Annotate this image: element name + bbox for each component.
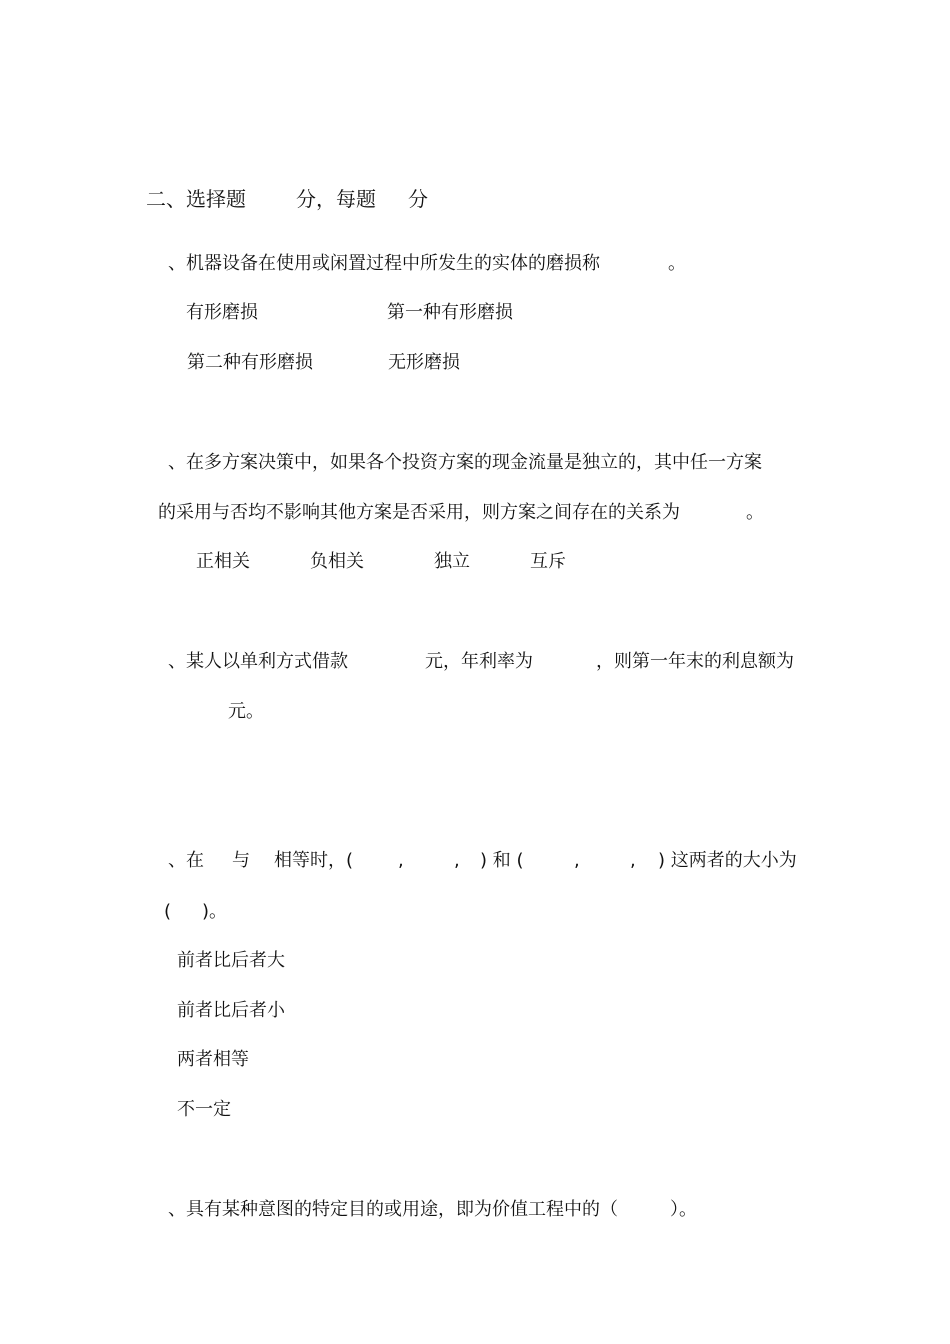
question-1-option-b: 第一种有形磨损 <box>387 302 513 323</box>
question-3-stem-part-1: 、某人以单利方式借款 <box>168 651 348 672</box>
question-2-option-b: 负相关 <box>310 551 364 572</box>
question-2-stem-end: 。 <box>746 502 764 523</box>
question-4-stem-part-2: 与 <box>232 850 250 871</box>
question-2-option-a: 正相关 <box>196 551 250 572</box>
question-4-stem-part-5: ) 这两者的大小为 <box>658 850 797 871</box>
question-5-stem-part-2: ）。 <box>670 1199 697 1220</box>
question-4-stem-comma-2: , <box>454 850 460 871</box>
section-title-label: 二、选择题 <box>146 187 246 211</box>
question-3-stem-part-3: ，则第一年末的利息额为 <box>596 651 794 672</box>
question-4-stem-comma-3: , <box>574 850 580 871</box>
question-1-stem: 、机器设备在使用或闲置过程中所发生的实体的磨损称 <box>168 253 600 274</box>
question-4-option-c: 两者相等 <box>177 1049 249 1070</box>
question-2-option-d: 互斥 <box>530 551 566 572</box>
question-4-stem-part-4: ) 和 ( <box>480 850 524 871</box>
question-4-answer-close: )。 <box>202 901 228 922</box>
section-score-label: 分，每题 <box>296 187 376 211</box>
question-1-option-c: 第二种有形磨损 <box>187 352 313 373</box>
section-score-unit: 分 <box>408 187 428 211</box>
question-4-answer-open: ( <box>164 901 172 922</box>
question-2-option-c: 独立 <box>434 551 470 572</box>
question-4-stem-part-1: 、在 <box>168 850 204 871</box>
question-4-option-a: 前者比后者大 <box>177 950 285 971</box>
question-4-option-d: 不一定 <box>177 1099 231 1120</box>
question-2-stem-line-1: 、在多方案决策中，如果各个投资方案的现金流量是独立的，其中任一方案 <box>168 452 762 473</box>
question-2-stem-line-2: 的采用与否均不影响其他方案是否采用，则方案之间存在的关系为 <box>158 502 680 523</box>
question-1-option-a: 有形磨损 <box>186 302 258 323</box>
question-4-stem-comma-4: , <box>630 850 636 871</box>
question-3-stem-part-4: 元。 <box>228 701 264 722</box>
question-4-option-b: 前者比后者小 <box>177 1000 285 1021</box>
question-1-option-d: 无形磨损 <box>388 352 460 373</box>
question-5-stem-part-1: 、具有某种意图的特定目的或用途，即为价值工程中的（ <box>168 1199 618 1220</box>
question-1-stem-end: 。 <box>668 253 686 274</box>
question-3-stem-part-2: 元，年利率为 <box>425 651 533 672</box>
question-4-stem-part-3: 相等时，( <box>274 850 354 871</box>
question-4-stem-comma-1: , <box>398 850 404 871</box>
